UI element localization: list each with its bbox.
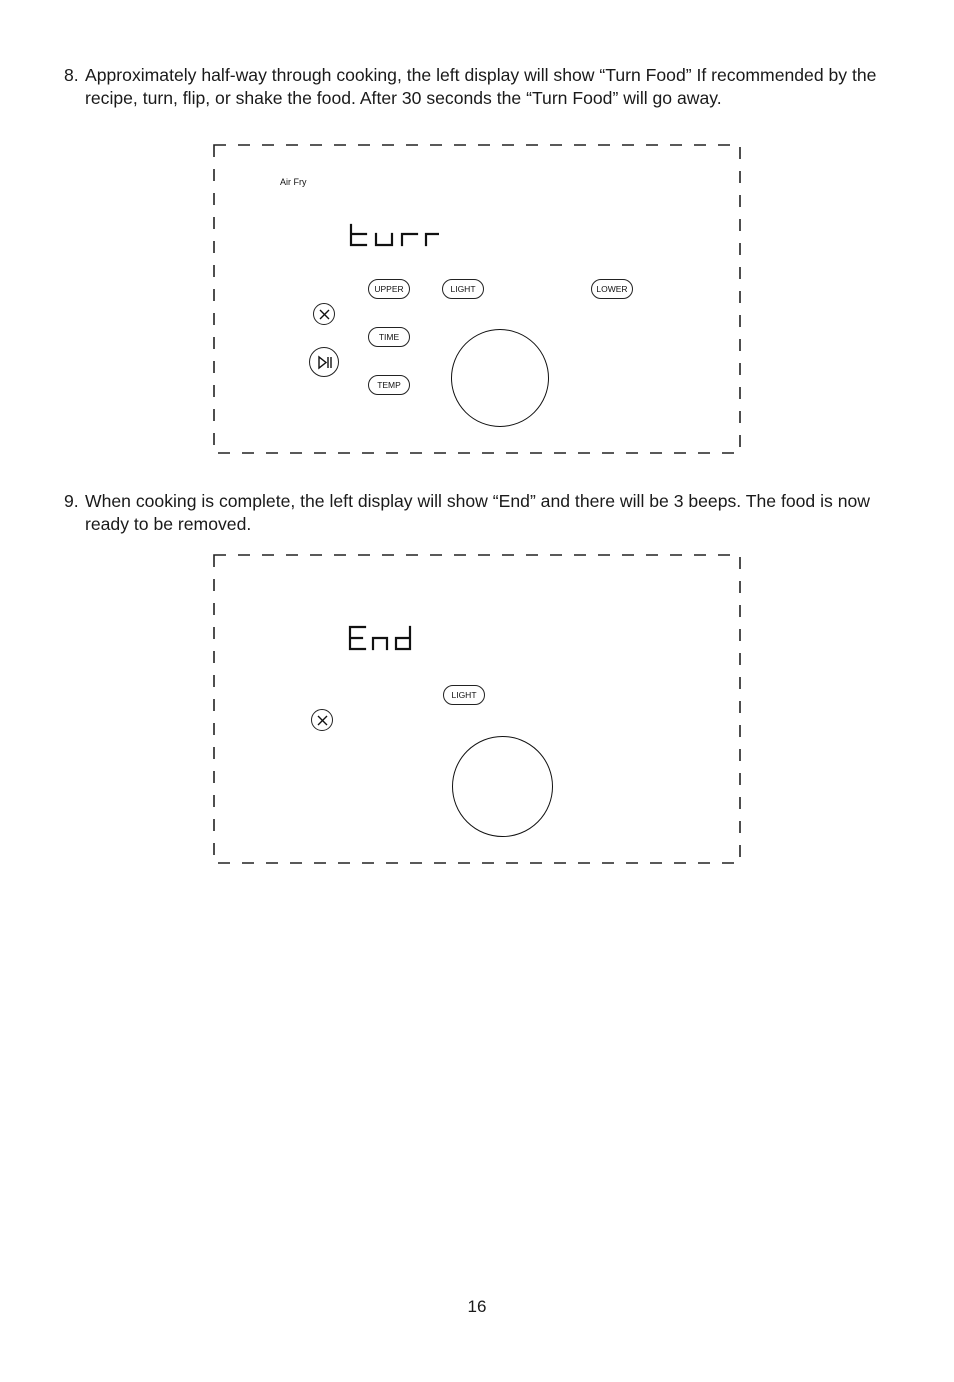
control-panel-turn-food xyxy=(213,144,741,454)
control-panel-end xyxy=(213,554,741,864)
cancel-x-icon xyxy=(312,710,334,732)
step-number: 8. xyxy=(64,65,79,85)
step-text: Approximately half-way through cooking, the left display will show “Turn Food” If recommended by the recipe, turn, flip, or shake the food. After 30 seconds the “Turn Food” will go away. xyxy=(85,65,877,108)
start-pause-button[interactable] xyxy=(309,347,339,377)
display-end xyxy=(347,624,413,652)
step-8 xyxy=(64,64,884,110)
step-number: 9. xyxy=(64,491,79,511)
light-button[interactable]: LIGHT xyxy=(442,279,484,299)
play-pause-icon xyxy=(310,348,340,378)
cancel-x-icon xyxy=(314,304,336,326)
page-number: 16 xyxy=(467,1297,487,1316)
display-turn xyxy=(349,222,439,248)
temp-button[interactable]: TEMP xyxy=(368,375,410,395)
cancel-button[interactable] xyxy=(313,303,335,325)
control-dial[interactable] xyxy=(452,736,553,837)
upper-button[interactable]: UPPER xyxy=(368,279,410,299)
light-button[interactable]: LIGHT xyxy=(443,685,485,705)
mode-label-air-fry: Air Fry xyxy=(280,177,307,187)
time-button[interactable]: TIME xyxy=(368,327,410,347)
step-9 xyxy=(64,490,884,536)
cancel-button[interactable] xyxy=(311,709,333,731)
lower-button[interactable]: LOWER xyxy=(591,279,633,299)
control-dial[interactable] xyxy=(451,329,549,427)
step-text: When cooking is complete, the left display will show “End” and there will be 3 beeps. The food is now ready to be removed. xyxy=(85,491,870,534)
